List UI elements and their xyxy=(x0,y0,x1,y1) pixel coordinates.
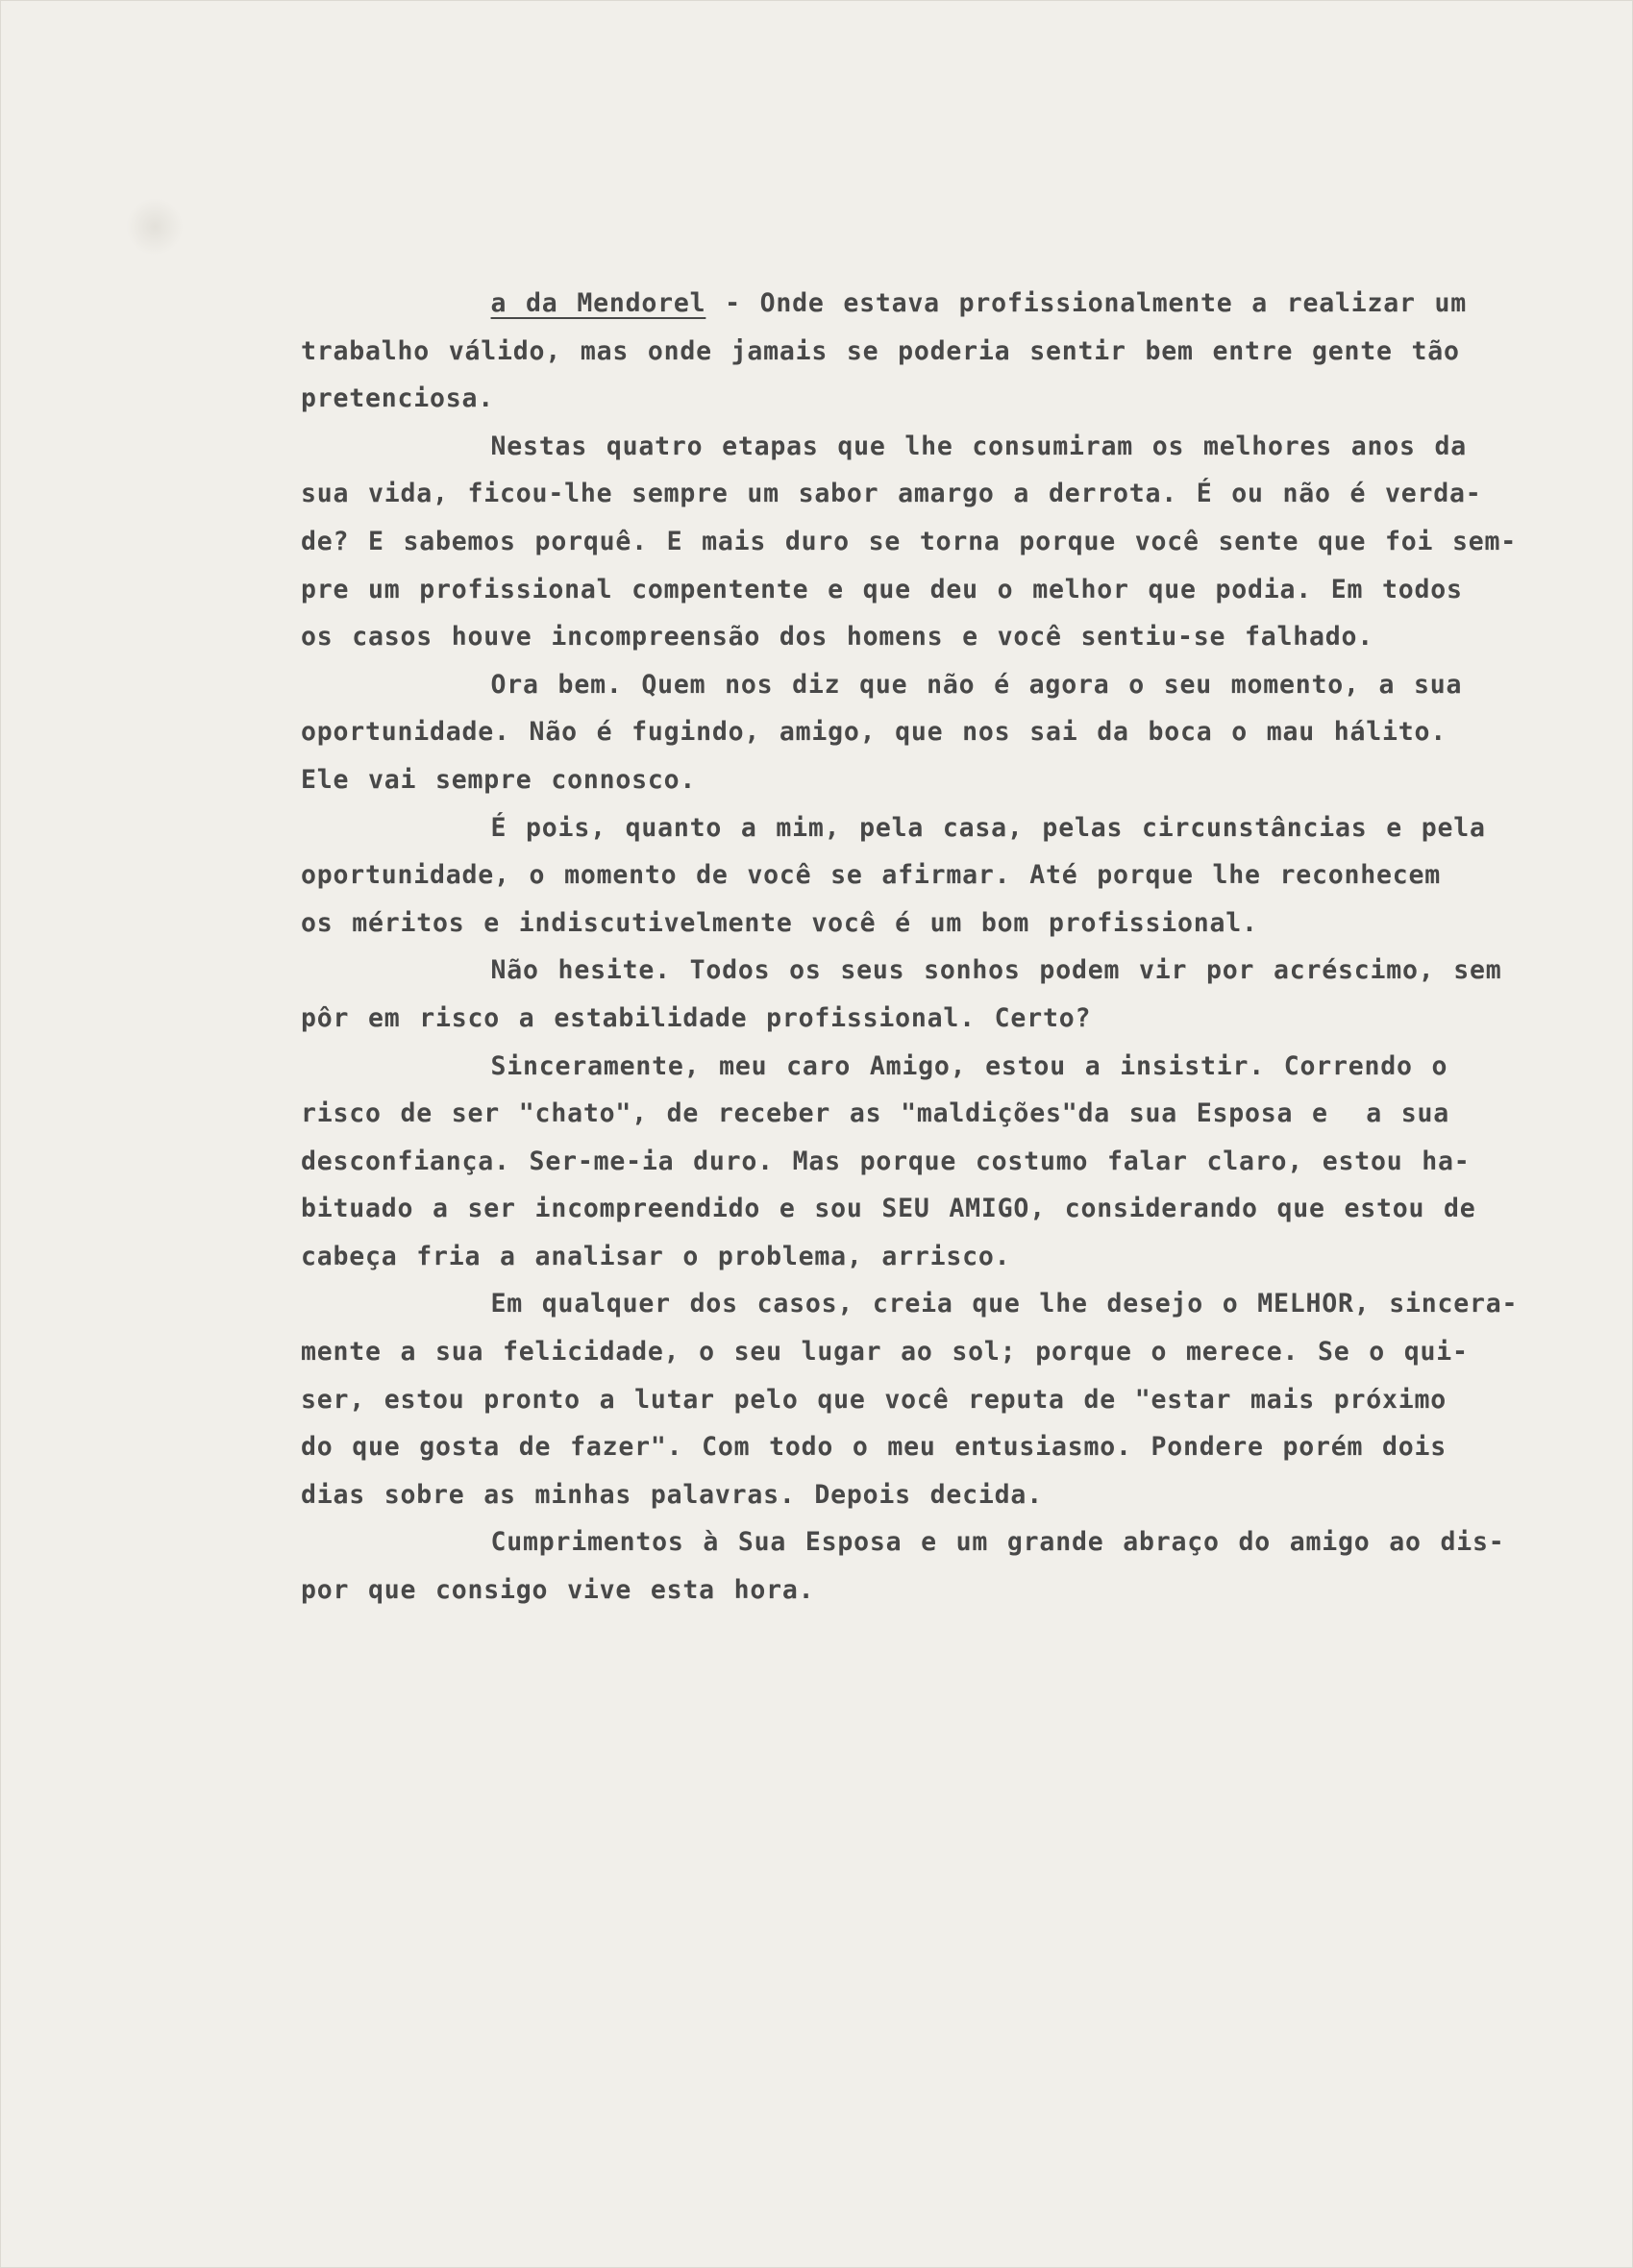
text-line: por que consigo vive esta hora. xyxy=(301,1575,815,1606)
text-line: risco de ser "chato", de receber as "maldições"da sua Esposa e a sua xyxy=(301,1098,1450,1129)
text-line: sua vida, ficou-lhe sempre um sabor amargo a derrota. É ou não é verda- xyxy=(301,479,1482,509)
text-line: pretenciosa. xyxy=(301,383,495,414)
text-line: dias sobre as minhas palavras. Depois decida. xyxy=(301,1479,1043,1510)
heading-continuation: - Onde estava profissionalmente a realizar um xyxy=(705,288,1468,318)
text-line: do que gosta de fazer". Com todo o meu entusiasmo. Pondere porém dois xyxy=(301,1432,1447,1463)
text-line: desconfiança. Ser-me-ia duro. Mas porque costumo falar claro, estou ha- xyxy=(301,1146,1471,1176)
text-line: Cumprimentos à Sua Esposa e um grande abraço do amigo ao dis- xyxy=(301,1527,1505,1558)
text-line: Nestas quatro etapas que lhe consumiram os melhores anos da xyxy=(301,431,1468,461)
text-line: Não hesite. Todos os seus sonhos podem vir por acréscimo, sem xyxy=(301,955,1502,986)
letter-body xyxy=(301,280,1550,1615)
text-line xyxy=(301,280,1550,328)
text-line: É pois, quanto a mim, pela casa, pelas circunstâncias e pela xyxy=(301,812,1486,843)
text-line: Sinceramente, meu caro Amigo, estou a insistir. Correndo o xyxy=(301,1050,1448,1081)
underlined-heading: a da Mendorel xyxy=(490,288,706,318)
text-line: Ora bem. Quem nos diz que não é agora o seu momento, a sua xyxy=(301,669,1463,700)
text-line: de? E sabemos porquê. E mais duro se torna porque você sente que foi sem- xyxy=(301,526,1518,556)
text-line: os casos houve incompreensão dos homens e você sentiu-se falhado. xyxy=(301,622,1374,653)
text-line: Ele vai sempre connosco. xyxy=(301,764,697,795)
text-line: trabalho válido, mas onde jamais se poderia sentir bem entre gente tão xyxy=(301,335,1460,366)
text-line: ser, estou pronto a lutar pelo que você reputa de "estar mais próximo xyxy=(301,1384,1447,1415)
paper-stain xyxy=(126,198,184,256)
text-line: oportunidade, o momento de você se afirmar. Até porque lhe reconhecem xyxy=(301,860,1442,891)
text-line: pre um profissional compentente e que deu o melhor que podia. Em todos xyxy=(301,574,1463,604)
text-line: bituado a ser incompreendido e sou SEU AMIGO, considerando que estou de xyxy=(301,1194,1476,1224)
text-line: Em qualquer dos casos, creia que lhe desejo o MELHOR, sincera- xyxy=(301,1289,1519,1319)
text-line: oportunidade. Não é fugindo, amigo, que nos sai da boca o mau hálito. xyxy=(301,717,1447,748)
text-line: os méritos e indiscutivelmente você é um bom profissional. xyxy=(301,907,1258,938)
text-line: pôr em risco a estabilidade profissional. Certo? xyxy=(301,1002,1092,1033)
text-line: mente a sua felicidade, o seu lugar ao sol; porque o merece. Se o qui- xyxy=(301,1337,1469,1368)
text-line: cabeça fria a analisar o problema, arrisco. xyxy=(301,1241,1011,1271)
